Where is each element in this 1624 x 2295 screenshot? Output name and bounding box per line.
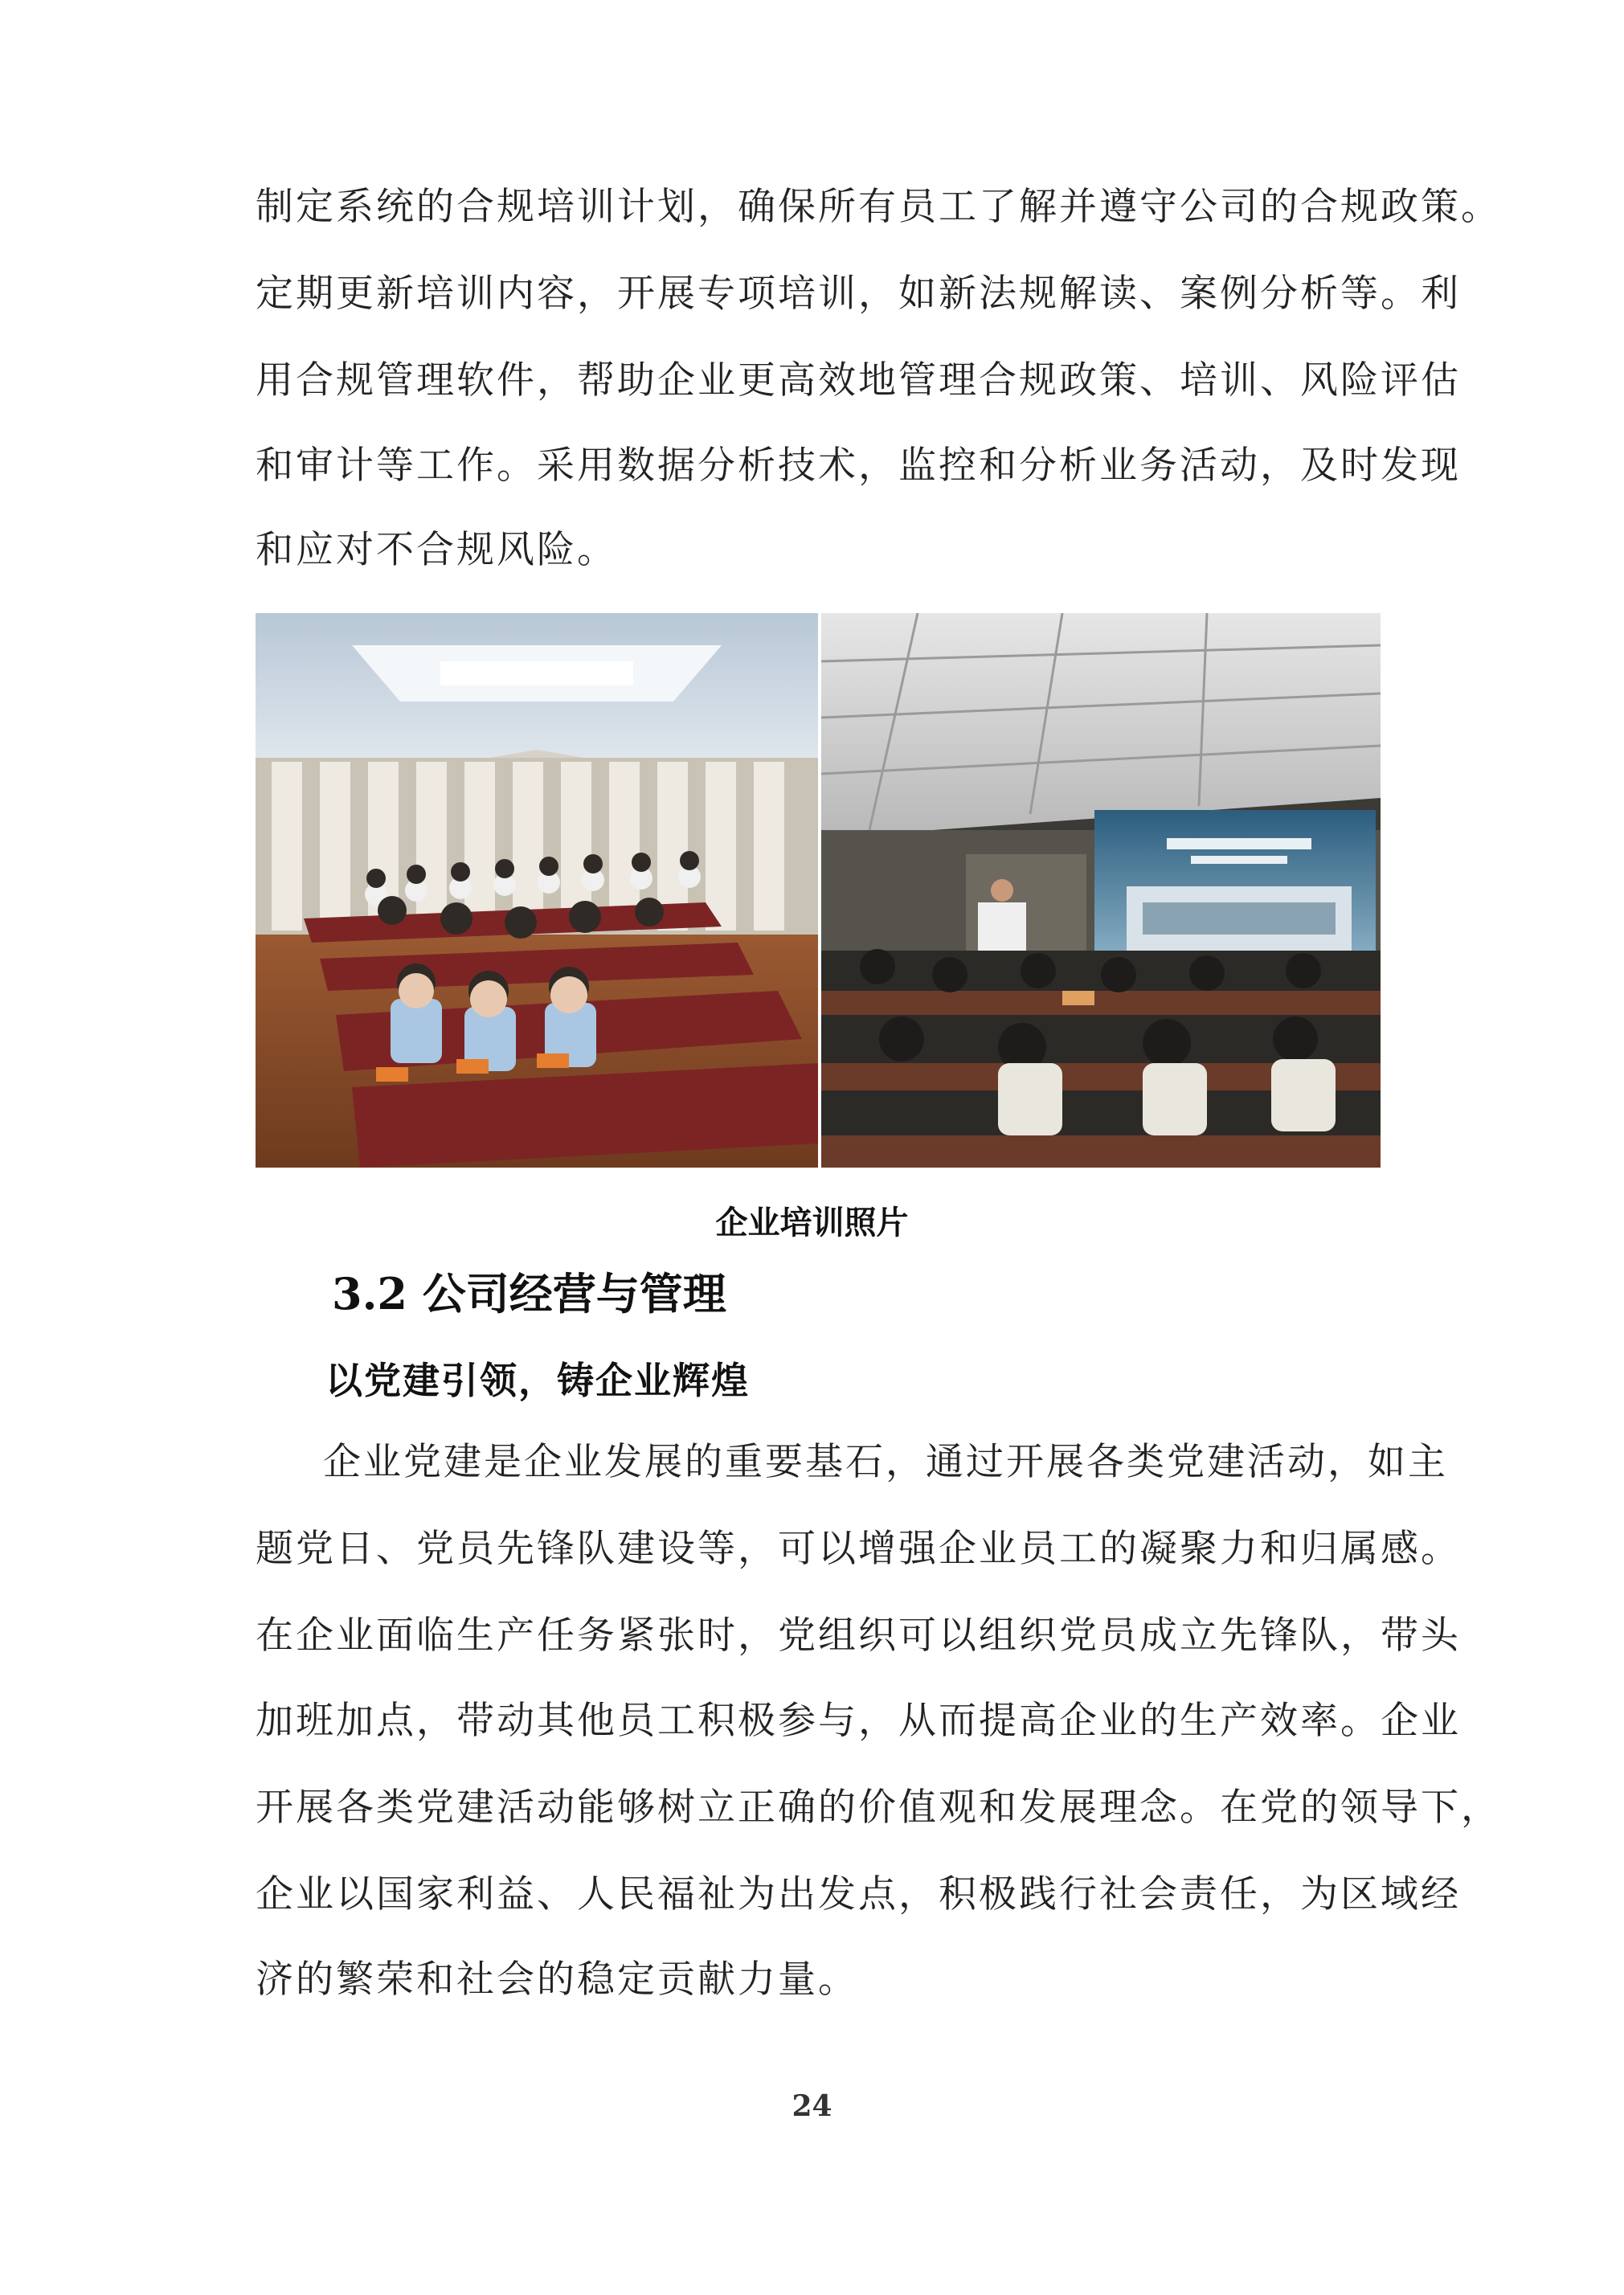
paragraph-line: 和审计等工作。采用数据分析技术，监控和分析业务活动，及时发现 [256,444,1461,488]
training-photo-right [821,613,1381,1168]
section-heading: 3.2 公司经营与管理 [332,1268,726,1319]
paragraph-line: 企业党建是企业发展的重要基石，通过开展各类党建活动，如主 [323,1440,1448,1484]
paragraph-line: 题党日、党员先锋队建设等，可以增强企业员工的凝聚力和归属感。 [256,1527,1461,1571]
paragraph-line: 济的繁荣和社会的稳定贡献力量。 [256,1958,858,2002]
paragraph-line: 开展各类党建活动能够树立正确的价值观和发展理念。在党的领导下， [256,1786,1501,1830]
paragraph-line: 加班加点，带动其他员工积极参与，从而提高企业的生产效率。企业 [256,1699,1461,1743]
training-photo-left [256,613,818,1168]
paragraph-line: 定期更新培训内容，开展专项培训，如新法规解读、案例分析等。利 [256,272,1461,316]
paragraph-line: 制定系统的合规培训计划，确保所有员工了解并遵守公司的合规政策。 [256,185,1501,229]
page-number: 24 [792,2089,832,2123]
paragraph-line: 在企业面临生产任务紧张时，党组织可以组织党员成立先锋队，带头 [256,1614,1461,1658]
paragraph-line: 企业以国家利益、人民福祉为出发点，积极践行社会责任，为区域经 [256,1872,1461,1917]
photo-caption: 企业培训照片 [715,1205,909,1242]
paragraph-line: 用合规管理软件，帮助企业更高效地管理合规政策、培训、风险评估 [256,358,1461,403]
paragraph-line: 和应对不合规风险。 [256,528,617,572]
section-subheading: 以党建引领，铸企业辉煌 [325,1359,750,1402]
